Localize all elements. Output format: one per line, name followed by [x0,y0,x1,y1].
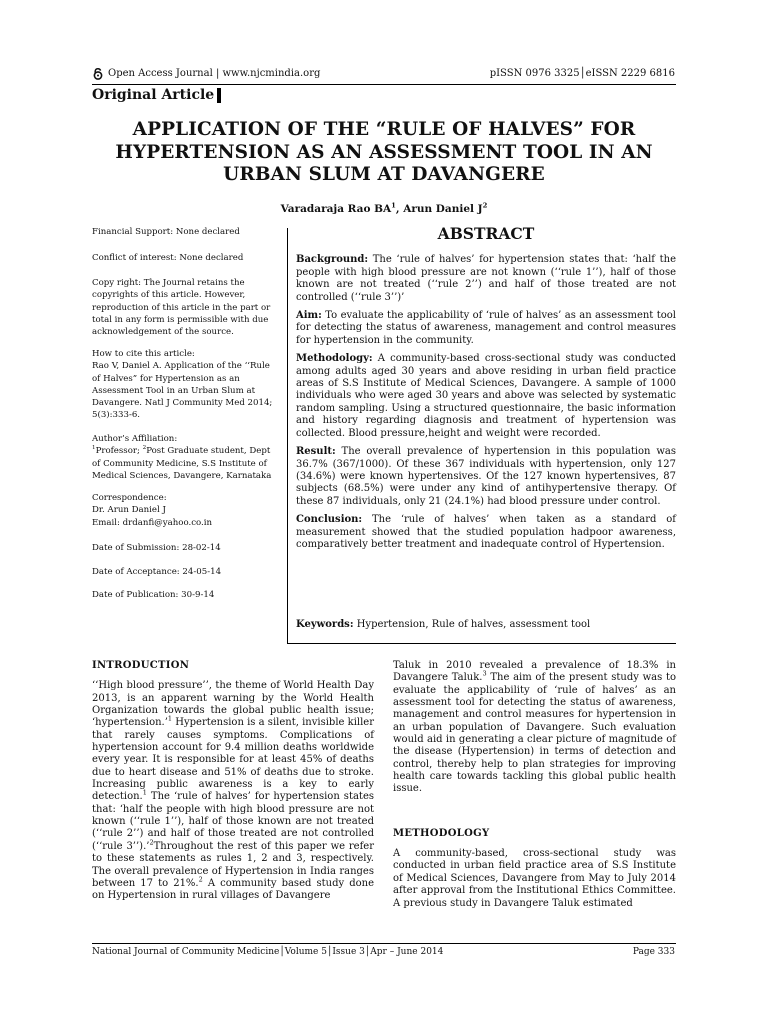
date-of-submission: Date of Submission: 28-02-14 [92,543,221,553]
body-column-right [393,660,676,910]
issn: pISSN 0976 3325│eISSN 2229 6816 [489,68,675,79]
author-1-affiliation: 1 [391,201,396,210]
abstract-background: Background: The ‘rule of halves’ for hypertension states that: ‘half the people with high blood pressure are not known (‘‘rule 1’’), half of those known are not treated (‘‘rule 2’’) and half of those treated are not controlled (‘‘rule 3’’)’ [296,254,676,303]
article-type-label: Original Article [92,87,215,103]
keywords-label: Keywords: [296,619,354,630]
author-separator: , [395,203,404,215]
abstract [296,224,676,557]
methodology-heading: METHODOLOGY [393,827,490,839]
author-1: Varadaraja Rao BA [280,203,392,215]
copyright-notice: Copy right: The Journal retains the copyrights of this article. However, reproduction of this article in the part or total in any form is permissible with due acknowledgement of the source. [92,278,271,338]
affiliation-heading: Author’s Affiliation: [92,434,178,444]
abstract-conclusion: Conclusion: The ‘rule of halves’ when taken as a standard of measurement showed that the studied population hadpoor awareness, comparatively better treatment and inadequate control of Hypertension. [296,514,676,550]
introduction-continued: Taluk in 2010 revealed a prevalence of 18.3% in Davangere Taluk.$^3$ The aim of the present study was to evaluate the applicability of ‘rule of halves’ as an assessment tool for detecting the status of awareness, management and control measures for hypertension in an urban population of Davangere. Such evaluation would aid in generating a clear picture of magnitude of the disease (Hypertension) in terms of detection and control, thereby help to plan strategies for improving health care towards tackling this global public health issue. [393,660,676,795]
authors [92,203,676,215]
correspondence-heading: Correspondence: [92,493,167,503]
abstract-methodology: Methodology: A community-based cross-sectional study was conducted among adults aged 30 years and above residing in urban field practice areas of S.S Institute of Medical Sciences, Davangere. A sample of 1000 individuals who were aged 30 years and above was selected by systematic random sampling. Using a structured questionnaire, the basic information and history regarding diagnosis and treatment of hypertension was collected. Blood pressure,height and weight were recorded. [296,353,676,439]
body-column-left [92,660,374,903]
column-divider [287,228,288,643]
author-2-affiliation: 2 [482,201,488,210]
methodology-text: A community-based, cross-sectional study was conducted in urban field practice area of S.S Institute of Medical Sciences, Davangere from May to July 2014 after approval from the Institutional Ethics Committee. A previous study in Davangere Taluk estimated [393,848,676,909]
correspondence-name: Dr. Arun Daniel J [92,505,166,516]
page-number: Page 333 [632,947,675,957]
introduction-text: ‘‘High blood pressure’’, the theme of World Health Day 2013, is an apparent warning by the World Health Organization towards the global public health issue; ‘hypertension.’$^1$ Hypertension is a silent, invisible killer that rarely causes symptoms. Complications of hypertension account for 9.4 million deaths worldwide every year. It is responsible for at least 45% of deaths due to heart disease and 51% of deaths due to stroke. Increasing public awareness is a key to early detection.$^1$ The ‘rule of halves’ for hypertension states that: ‘half the people with high blood pressure are not known (‘‘rule 1’’), half of those known are not treated (‘‘rule 2’’) and half of those treated are not controlled (‘‘rule 3’’).’$^2$Throughout the rest of this paper we refer to these statements as rules 1, 2 and 3, respectively. The overall prevalence of Hypertension in India ranges between 17 to 21%.$^2$ A community based study done on Hypertension in rural villages of Davangere [92,680,374,902]
journal-name: Open Access Journal | www.njcmindia.org [108,68,321,79]
citation-heading: How to cite this article: [92,349,195,359]
footer-rule [92,943,676,944]
affiliation-block [92,433,280,482]
financial-support: Financial Support: None declared [92,227,240,237]
introduction-heading: INTRODUCTION [92,660,190,671]
footer-journal: National Journal of Community Medicine│Volume 5│Issue 3│Apr – June 2014 [92,947,444,957]
author-2: Arun Daniel J [403,203,483,215]
correspondence-block [92,492,280,529]
journal-header [92,67,320,81]
abstract-heading: ABSTRACT [437,224,535,243]
article-type-bar [217,88,221,103]
date-of-acceptance: Date of Acceptance: 24-05-14 [92,567,222,577]
citation-text: Rao V, Daniel A. Application of the ‘‘Rule of Halves” for Hypertension as an Assessment Tool in an Urban Slum at Davangere. Natl J Community Med 2014; 5(3):333-6. [92,361,273,421]
citation-block [92,348,280,422]
abstract-result: Result: The overall prevalence of hypertension in this population was 36.7% (367/1000). Of these 367 individuals with hypertension, only 127 (34.6%) were known hypertensives. Of the 127 known hypertensives, 87 subjects (68.5%) were under any kind of antihypertensive therapy. Of these 87 individuals, only 21 (24.1%) had blood pressure under control. [296,446,676,507]
header-rule [92,84,676,85]
correspondence-email: Email: drdanfi@yahoo.co.in [92,517,213,528]
article-type [92,87,221,103]
keywords-text: Hypertension, Rule of halves, assessment tool [353,619,591,630]
open-access-icon [92,68,104,80]
affiliation-text: $^1$Professor; $^2$Post Graduate student, Dept of Community Medicine, S.S Institute of Medical Sciences, Davangere, Karnataka [92,445,272,481]
paper-title: APPLICATION OF THE “RULE OF HALVES” FOR HYPERTENSION AS AN ASSESSMENT TOOL IN AN URBAN SLUM AT DAVANGERE [115,119,653,185]
abstract-aim: Aim: To evaluate the applicability of ‘rule of halves’ as an assessment tool for detecting the status of awareness, management and control measures for hypertension in the community. [296,310,676,346]
keywords [296,619,676,630]
abstract-rule [287,643,676,644]
date-of-publication: Date of Publication: 30-9-14 [92,590,215,600]
conflict-of-interest: Conflict of interest: None declared [92,253,244,263]
